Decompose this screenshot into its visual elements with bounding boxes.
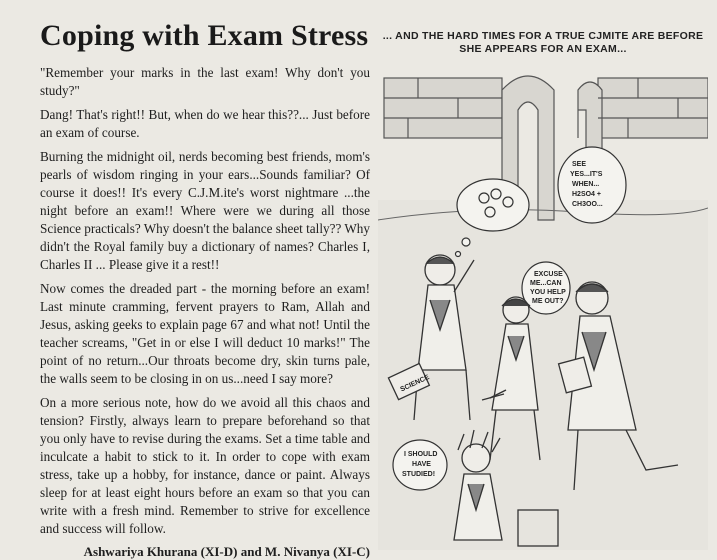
article-column — [40, 18, 370, 560]
bubble-see-line: YES...IT'S — [570, 171, 603, 178]
science-book-label: SCIENCE — [399, 373, 431, 394]
bubble-studied-line: I SHOULD — [404, 451, 438, 458]
bubble-excuse-line: ME...CAN — [530, 280, 562, 287]
speech-bubble-excuse — [522, 262, 570, 314]
bubble-studied-line: STUDIED! — [402, 471, 436, 478]
speech-bubble-see — [558, 147, 626, 223]
bubble-see-line: WHEN... — [572, 181, 600, 188]
bubble-see-line: H2SO4 + — [572, 191, 601, 198]
bubble-excuse-line: YOU HELP — [530, 289, 566, 296]
article-paragraph: "Remember your marks in the last exam! Why don't you study?" — [40, 65, 370, 98]
article-title: Coping with Exam Stress — [40, 19, 369, 52]
bubble-studied-line: HAVE — [412, 461, 431, 468]
illustration-caption: ... AND THE HARD TIMES FOR A TRUE CJMITE ARE BEFORE SHE APPEARS FOR AN EXAM... — [382, 30, 704, 55]
speech-bubble-studied — [393, 440, 447, 490]
article-paragraph: Dang! That's right!! But, when do we hear this??... Just before an exam of course. — [40, 107, 370, 140]
cartoon-illustration — [378, 70, 708, 550]
article-paragraph: On a more serious note, how do we avoid all this chaos and tension? Firstly, always learn to prepare beforehand so that you only have to revise during the exams. Set a time table and inculcate a habit to stick to it. In order to cope with exam stress, take up a hobby, for instance, dance or paint. Always sleep for at least eight hours before an exam so that you can write with a fresh mind. Remember to strive for excellence and success will follow. — [40, 395, 370, 536]
article-paragraph: Burning the midnight oil, nerds becoming best friends, mom's pearls of wisdom ringing in your ears...Sounds familiar? Of course it does!! It's every C.J.M.ite's worst nightmare ...the night before an exam!! Where were we during all those Science practicals? Why doesn't the balance sheet tally?? Why didn't the Royal family buy a dictionary of names? Charles I, Charles II ... Please give it a rest!! — [40, 149, 370, 272]
bubble-see-line: CH3OO... — [572, 201, 603, 208]
illustration-column — [378, 30, 708, 550]
bubble-see-line: SEE — [572, 161, 587, 168]
article-author: Ashwariya Khurana (XI-D) and M. Nivanya (XI-C) — [83, 544, 370, 559]
article-paragraph: Now comes the dreaded part - the morning before an exam! Last minute cramming, fervent prayers to Ram, Allah and Jesus, asking geeks to explain page 67 and what not! Until the teacher screams, "Get in or else I will deduct 10 marks!" The point of no return...Our throats become dry, skin turns pale, the walls seem to be closing in on us...need I say more? — [40, 281, 370, 386]
bubble-excuse-line: EXCUSE — [534, 271, 563, 278]
bubble-excuse-line: ME OUT? — [532, 298, 564, 305]
arch-wall — [384, 76, 708, 220]
